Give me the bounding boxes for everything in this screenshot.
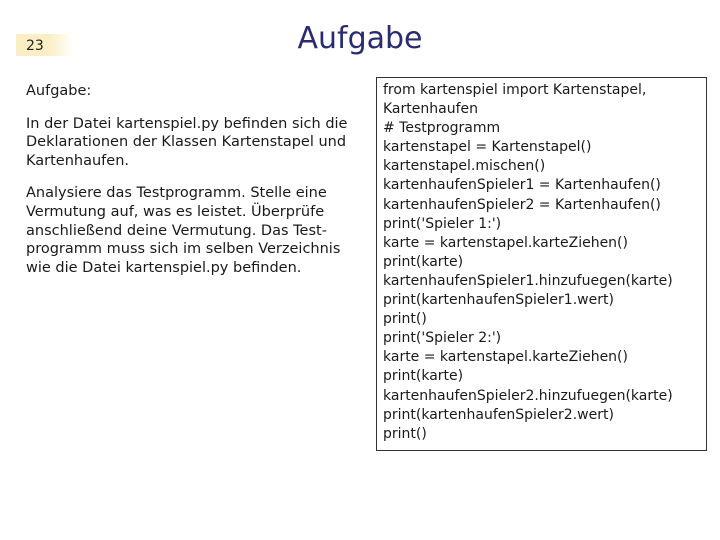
code-line: kartenhaufenSpieler1 = Kartenhaufen() [383,177,661,194]
code-line: print(kartenhaufenSpieler1.wert) [383,292,614,309]
code-line: # Testprogramm [383,120,501,137]
code-line: Kartenhaufen [383,101,478,118]
code-line: kartenstapel.mischen() [383,158,546,175]
code-line: print('Spieler 2:') [383,330,502,347]
task-description [26,82,356,291]
task-paragraph-instructions: Analysiere das Testprogramm. Stelle eine Vermutung auf, was es leistet. Überprüfe anschließend deine Vermutung. Das Test-programm muss sich im selben Verzeichnis wie die Datei kartenspiel.py befinden. [26,185,341,276]
code-line: print('Spieler 1:') [383,215,502,232]
task-paragraph-files: In der Datei kartenspiel.py befinden sich die Deklarationen der Klassen Kartenstapel und Kartenhaufen. [26,115,348,169]
code-line: karte = kartenstapel.karteZiehen() [383,349,628,366]
code-line: from kartenspiel import Kartenstapel, [383,82,647,98]
code-line: kartenhaufenSpieler2.hinzufuegen(karte) [383,387,673,404]
code-line: print() [383,425,427,442]
code-line: print() [383,311,427,328]
code-line: kartenstapel = Kartenstapel() [383,139,592,156]
code-line: print(karte) [383,253,464,270]
slide-title: Aufgabe [297,21,423,56]
code-line: kartenhaufenSpieler1.hinzufuegen(karte) [383,272,673,289]
code-line: print(karte) [383,368,464,385]
code-line: karte = kartenstapel.karteZiehen() [383,234,628,251]
code-listing [376,77,707,451]
slide-number: 23 [26,38,44,54]
code-line: print(kartenhaufenSpieler2.wert) [383,406,614,423]
code-line: kartenhaufenSpieler2 = Kartenhaufen() [383,196,661,213]
task-heading: Aufgabe: [26,83,92,99]
